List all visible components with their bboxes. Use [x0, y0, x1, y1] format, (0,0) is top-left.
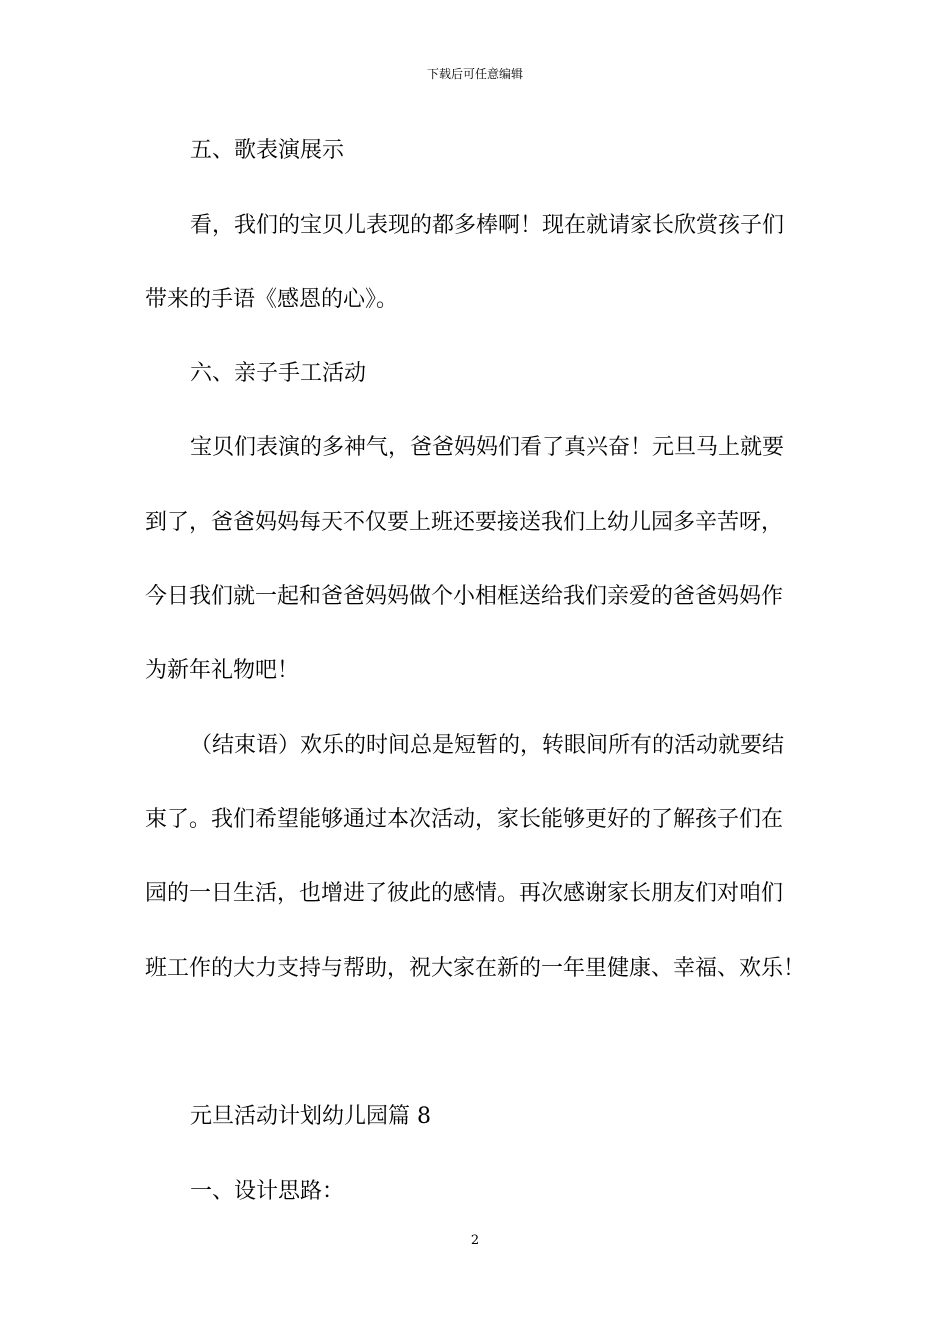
section-heading-design-ideas: 一、设计思路：: [190, 1179, 345, 1204]
paragraph-line: 班工作的大力支持与帮助，祝大家在新的一年里健康、幸福、欢乐！: [145, 956, 806, 981]
section-heading-parent-child-craft: 六、亲子手工活动: [190, 361, 367, 386]
section-heading-song-performance: 五、歌表演展示: [190, 138, 345, 163]
paragraph-line: 为新年礼物吧！: [145, 658, 300, 683]
paragraph-line: （结束语）欢乐的时间总是短暂的，转眼间所有的活动就要结: [190, 733, 785, 758]
page-number: 2: [470, 1233, 480, 1248]
page-header: 下载后可任意编辑: [426, 67, 523, 81]
paragraph-line: 到了，爸爸妈妈每天不仅要上班还要接送我们上幼儿园多辛苦呀，: [145, 510, 784, 535]
paragraph-line: 园的一日生活，也增进了彼此的感情。再次感谢家长朋友们对咱们: [145, 881, 784, 906]
paragraph-line: 今日我们就一起和爸爸妈妈做个小相框送给我们亲爱的爸爸妈妈作: [145, 584, 784, 609]
paragraph-line: 宝贝们表演的多神气，爸爸妈妈们看了真兴奋！元旦马上就要: [190, 435, 785, 460]
paragraph-line: 看，我们的宝贝儿表现的都多棒啊！现在就请家长欣赏孩子们: [190, 213, 785, 238]
article-title: 元旦活动计划幼儿园篇 8: [190, 1104, 431, 1129]
paragraph-line: 带来的手语《感恩的心》。: [145, 287, 399, 312]
paragraph-line: 束了。我们希望能够通过本次活动，家长能够更好的了解孩子们在: [145, 807, 784, 832]
